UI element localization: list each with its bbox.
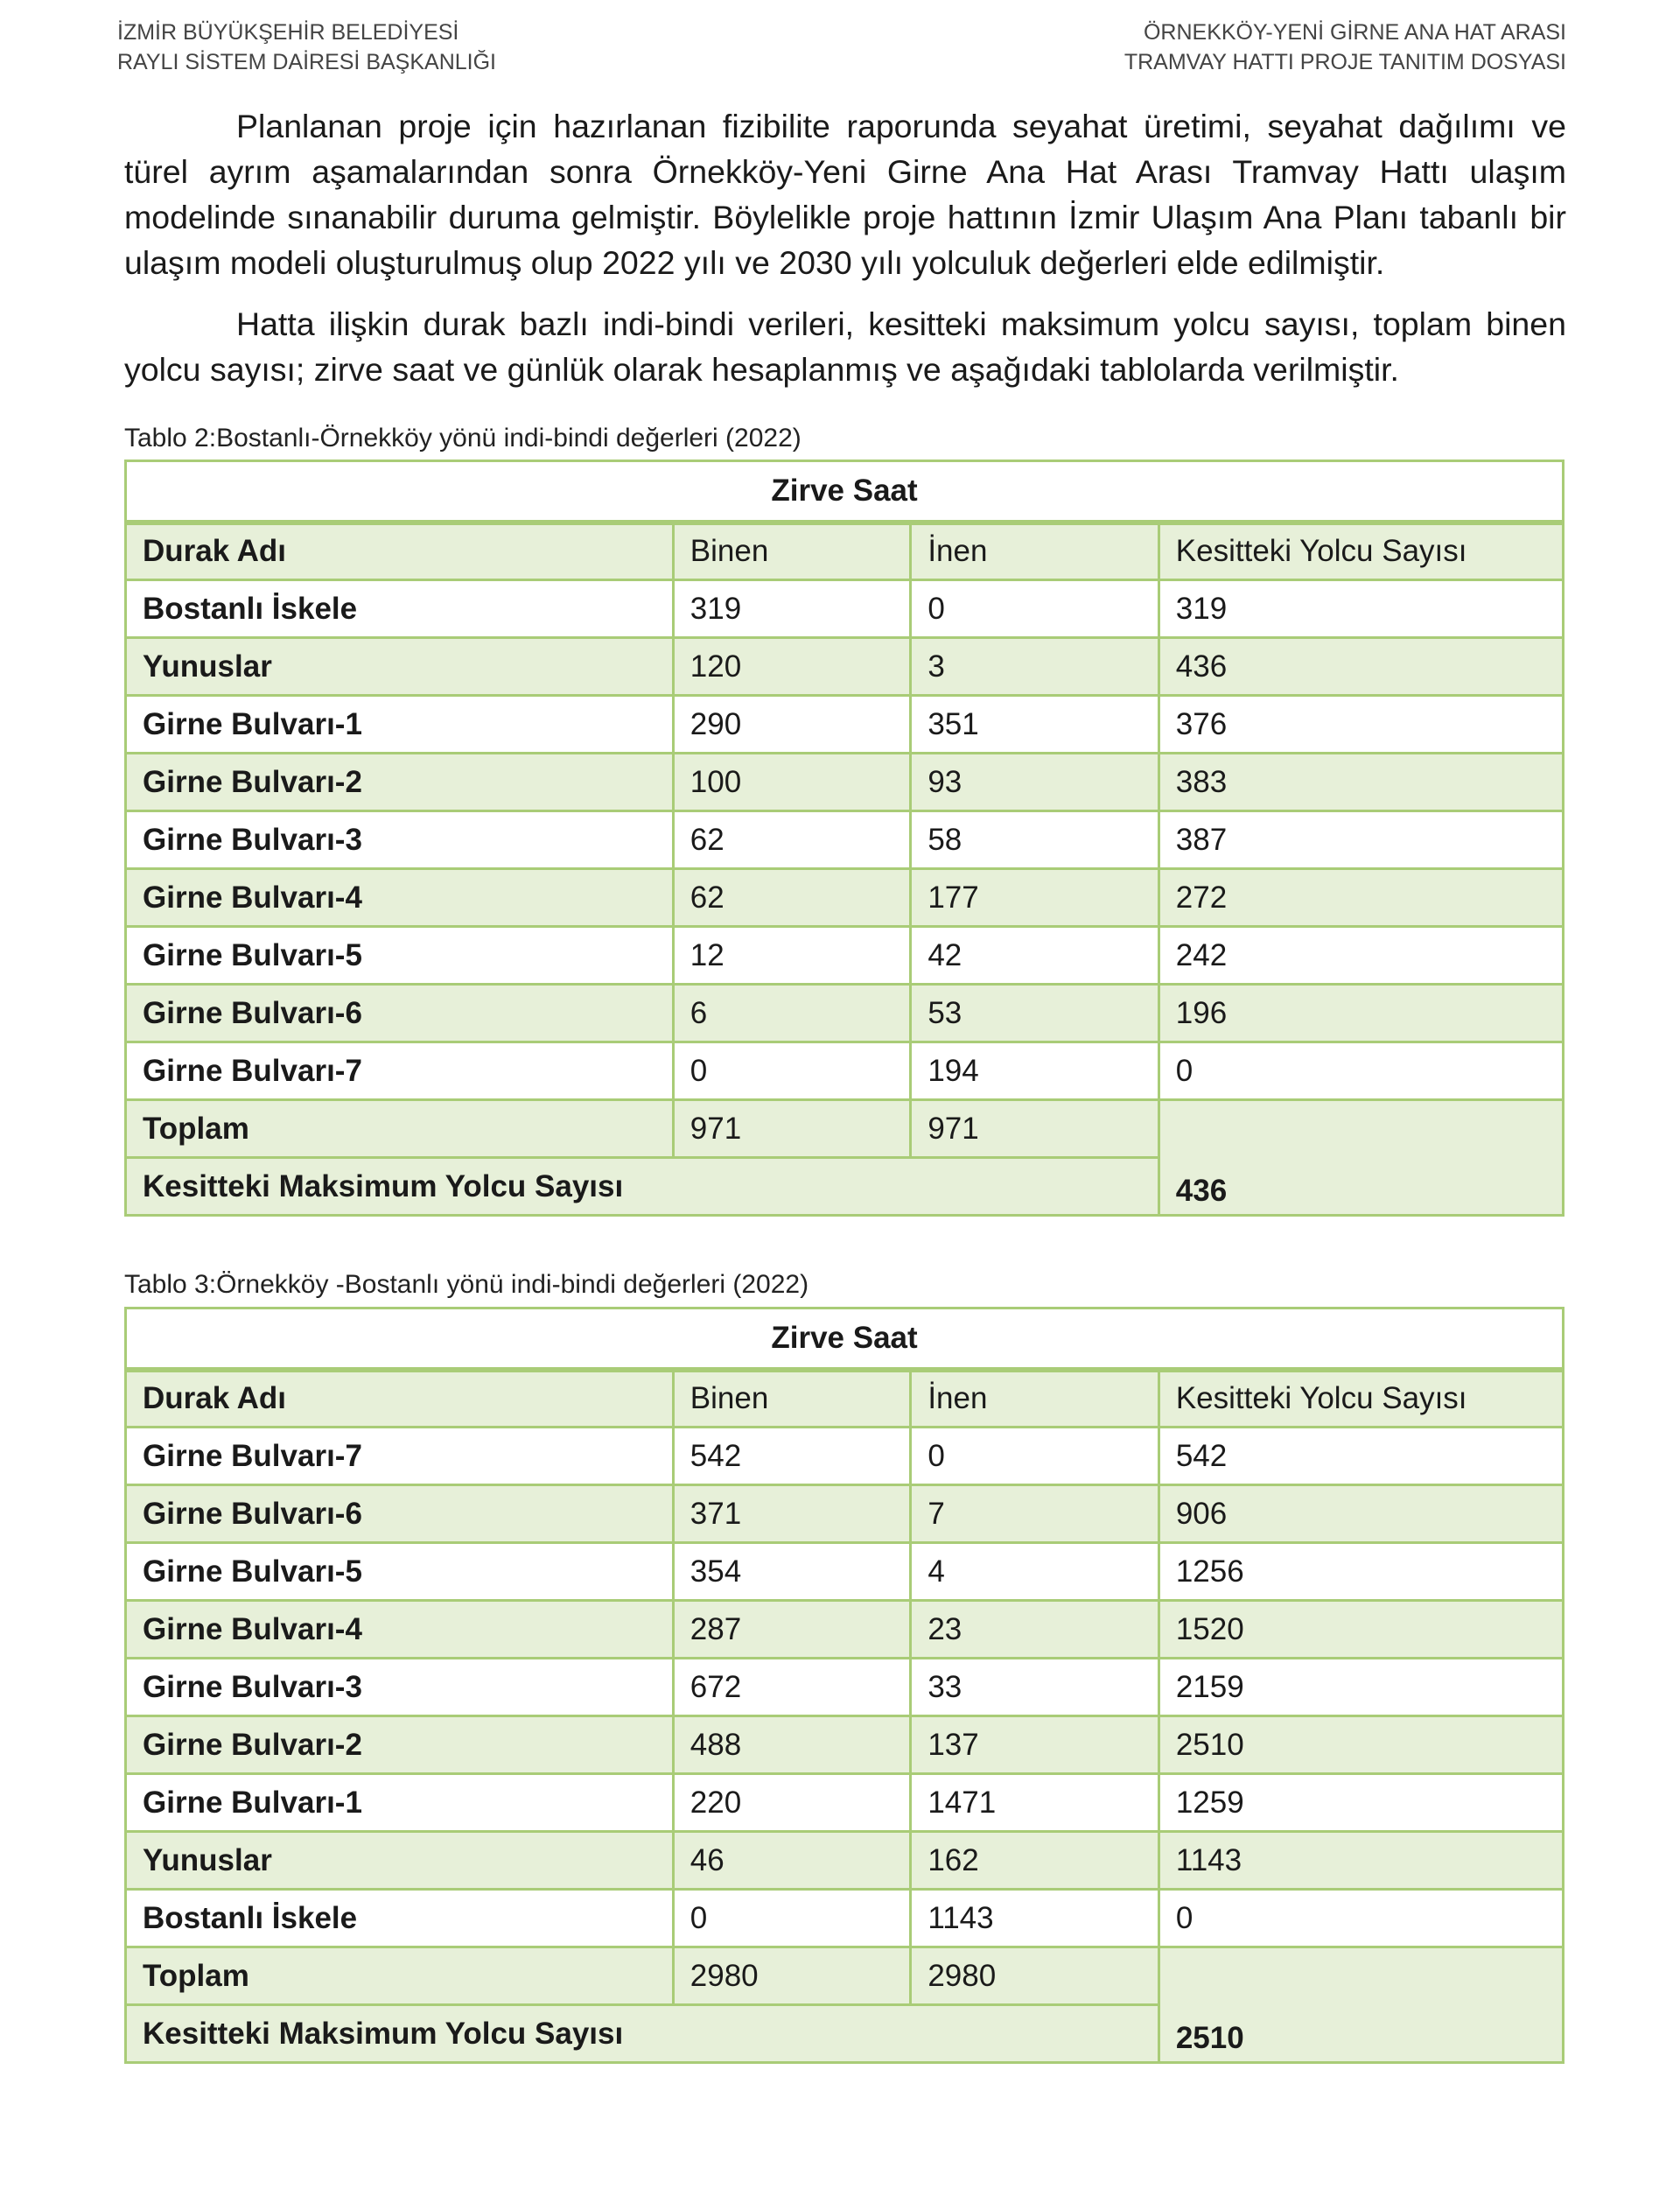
header-right-line1: ÖRNEKKÖY-YENİ GİRNE ANA HAT ARASI [1143, 20, 1566, 45]
cell-inen: 1471 [911, 1774, 1159, 1832]
header-binen: Binen [673, 1370, 911, 1428]
cell-kesit: 1143 [1158, 1832, 1563, 1890]
total-inen: 971 [911, 1100, 1158, 1158]
cell-stop: Girne Bulvarı-5 [126, 927, 674, 985]
cell-kesit: 376 [1158, 696, 1563, 754]
cell-kesit: 319 [1158, 580, 1563, 638]
total-binen: 971 [673, 1100, 911, 1158]
cell-inen: 93 [911, 754, 1158, 811]
cell-stop: Yunuslar [126, 1832, 674, 1890]
max-value: 2510 [1158, 1947, 1563, 2063]
body-text [124, 103, 1566, 408]
table-ornekkoy-bostanli [124, 1307, 1564, 2064]
table-header-row [126, 523, 1564, 580]
cell-stop: Girne Bulvarı-3 [126, 1659, 674, 1716]
cell-binen: 100 [673, 754, 911, 811]
cell-binen: 220 [673, 1774, 911, 1832]
max-label: Kesitteki Maksimum Yolcu Sayısı [126, 1158, 1159, 1216]
max-value: 436 [1158, 1100, 1563, 1216]
cell-inen: 194 [911, 1042, 1158, 1100]
total-inen: 2980 [911, 1947, 1159, 2005]
cell-inen: 3 [911, 638, 1158, 696]
cell-inen: 0 [911, 1428, 1159, 1485]
cell-stop: Girne Bulvarı-1 [126, 1774, 674, 1832]
cell-kesit: 383 [1158, 754, 1563, 811]
header-kesit-yolcu: Kesitteki Yolcu Sayısı [1158, 523, 1563, 580]
cell-stop: Girne Bulvarı-4 [126, 1601, 674, 1659]
cell-kesit: 1520 [1158, 1601, 1563, 1659]
cell-stop: Girne Bulvarı-2 [126, 1716, 674, 1774]
table-title: Zirve Saat [126, 1308, 1564, 1370]
total-label: Toplam [126, 1947, 674, 2005]
total-row [126, 1100, 1564, 1158]
cell-binen: 0 [673, 1890, 911, 1947]
table-title: Zirve Saat [126, 461, 1564, 523]
cell-inen: 7 [911, 1485, 1159, 1543]
cell-binen: 62 [673, 869, 911, 927]
cell-kesit: 2159 [1158, 1659, 1563, 1716]
table-row [126, 927, 1564, 985]
table-row [126, 1485, 1564, 1543]
table-row [126, 1601, 1564, 1659]
cell-kesit: 387 [1158, 811, 1563, 869]
cell-inen: 53 [911, 985, 1158, 1042]
cell-inen: 137 [911, 1716, 1159, 1774]
cell-stop: Bostanlı İskele [126, 580, 674, 638]
cell-inen: 23 [911, 1601, 1159, 1659]
table-row [126, 1042, 1564, 1100]
table-row [126, 1774, 1564, 1832]
cell-binen: 6 [673, 985, 911, 1042]
cell-binen: 371 [673, 1485, 911, 1543]
table-row [126, 638, 1564, 696]
header-left-line2: RAYLI SİSTEM DAİRESİ BAŞKANLIĞI [117, 50, 496, 74]
cell-inen: 33 [911, 1659, 1159, 1716]
table-row [126, 869, 1564, 927]
paragraph-1: Planlanan proje için hazırlanan fizibilite raporunda seyahat üretimi, seyahat dağılımı ve türel ayrım aşamalarından sonra Örnekköy-Yeni Girne Ana Hat Arası Tramvay Hattı ulaşım modelinde sınanabilir duruma gelmiştir. Böylelikle proje hattının İzmir Ulaşım Ana Planı tabanlı bir ulaşım modeli oluşturulmuş olup 2022 yılı ve 2030 yılı yolculuk değerleri elde edilmiştir. [124, 108, 1566, 281]
cell-stop: Yunuslar [126, 638, 674, 696]
cell-stop: Girne Bulvarı-6 [126, 1485, 674, 1543]
total-label: Toplam [126, 1100, 674, 1158]
max-label: Kesitteki Maksimum Yolcu Sayısı [126, 2005, 1159, 2063]
cell-inen: 1143 [911, 1890, 1159, 1947]
cell-stop: Girne Bulvarı-6 [126, 985, 674, 1042]
header-inen: İnen [911, 1370, 1159, 1428]
table-row [126, 1428, 1564, 1485]
cell-kesit: 1256 [1158, 1543, 1563, 1601]
cell-binen: 62 [673, 811, 911, 869]
cell-inen: 177 [911, 869, 1158, 927]
table-bostanli-ornekkoy [124, 460, 1564, 1217]
cell-inen: 351 [911, 696, 1158, 754]
table-row [126, 1716, 1564, 1774]
cell-stop: Girne Bulvarı-2 [126, 754, 674, 811]
cell-stop: Girne Bulvarı-7 [126, 1042, 674, 1100]
table-row [126, 580, 1564, 638]
header-right-line2: TRAMVAY HATTI PROJE TANITIM DOSYASI [1124, 50, 1566, 74]
table-header-row [126, 1370, 1564, 1428]
cell-binen: 319 [673, 580, 911, 638]
header-binen: Binen [673, 523, 911, 580]
cell-binen: 0 [673, 1042, 911, 1100]
table-row [126, 696, 1564, 754]
table-row [126, 1832, 1564, 1890]
cell-kesit: 1259 [1158, 1774, 1563, 1832]
table-row [126, 1890, 1564, 1947]
cell-stop: Girne Bulvarı-5 [126, 1543, 674, 1601]
cell-binen: 12 [673, 927, 911, 985]
cell-stop: Bostanlı İskele [126, 1890, 674, 1947]
table1-caption: Tablo 2:Bostanlı-Örnekköy yönü indi-bindi değerleri (2022) [124, 424, 802, 453]
cell-kesit: 242 [1158, 927, 1563, 985]
cell-kesit: 906 [1158, 1485, 1563, 1543]
header-right [1124, 18, 1566, 77]
header-left-line1: İZMİR BÜYÜKŞEHİR BELEDİYESİ [117, 20, 459, 45]
cell-kesit: 436 [1158, 638, 1563, 696]
cell-kesit: 196 [1158, 985, 1563, 1042]
total-binen: 2980 [673, 1947, 911, 2005]
header-durak-adi: Durak Adı [126, 523, 674, 580]
cell-binen: 290 [673, 696, 911, 754]
table-row [126, 754, 1564, 811]
total-row [126, 1947, 1564, 2005]
page-header [117, 18, 1566, 79]
cell-kesit: 542 [1158, 1428, 1563, 1485]
table-row [126, 1543, 1564, 1601]
table2-caption: Tablo 3:Örnekköy -Bostanlı yönü indi-bindi değerleri (2022) [124, 1270, 809, 1299]
header-inen: İnen [911, 523, 1158, 580]
cell-kesit: 0 [1158, 1890, 1563, 1947]
table-row [126, 1659, 1564, 1716]
cell-stop: Girne Bulvarı-4 [126, 869, 674, 927]
cell-stop: Girne Bulvarı-3 [126, 811, 674, 869]
cell-binen: 120 [673, 638, 911, 696]
paragraph-2: Hatta ilişkin durak bazlı indi-bindi verileri, kesitteki maksimum yolcu sayısı, toplam binen yolcu sayısı; zirve saat ve günlük olarak hesaplanmış ve aşağıdaki tablolarda verilmiştir. [124, 305, 1566, 388]
cell-binen: 354 [673, 1543, 911, 1601]
cell-binen: 672 [673, 1659, 911, 1716]
cell-stop: Girne Bulvarı-1 [126, 696, 674, 754]
cell-inen: 0 [911, 580, 1158, 638]
cell-stop: Girne Bulvarı-7 [126, 1428, 674, 1485]
cell-kesit: 2510 [1158, 1716, 1563, 1774]
cell-binen: 287 [673, 1601, 911, 1659]
cell-inen: 42 [911, 927, 1158, 985]
header-kesit-yolcu: Kesitteki Yolcu Sayısı [1158, 1370, 1563, 1428]
cell-inen: 162 [911, 1832, 1159, 1890]
cell-inen: 58 [911, 811, 1158, 869]
cell-inen: 4 [911, 1543, 1159, 1601]
cell-kesit: 0 [1158, 1042, 1563, 1100]
cell-kesit: 272 [1158, 869, 1563, 927]
cell-binen: 542 [673, 1428, 911, 1485]
header-left [117, 18, 496, 77]
table-row [126, 811, 1564, 869]
cell-binen: 46 [673, 1832, 911, 1890]
cell-binen: 488 [673, 1716, 911, 1774]
header-durak-adi: Durak Adı [126, 1370, 674, 1428]
table-row [126, 985, 1564, 1042]
